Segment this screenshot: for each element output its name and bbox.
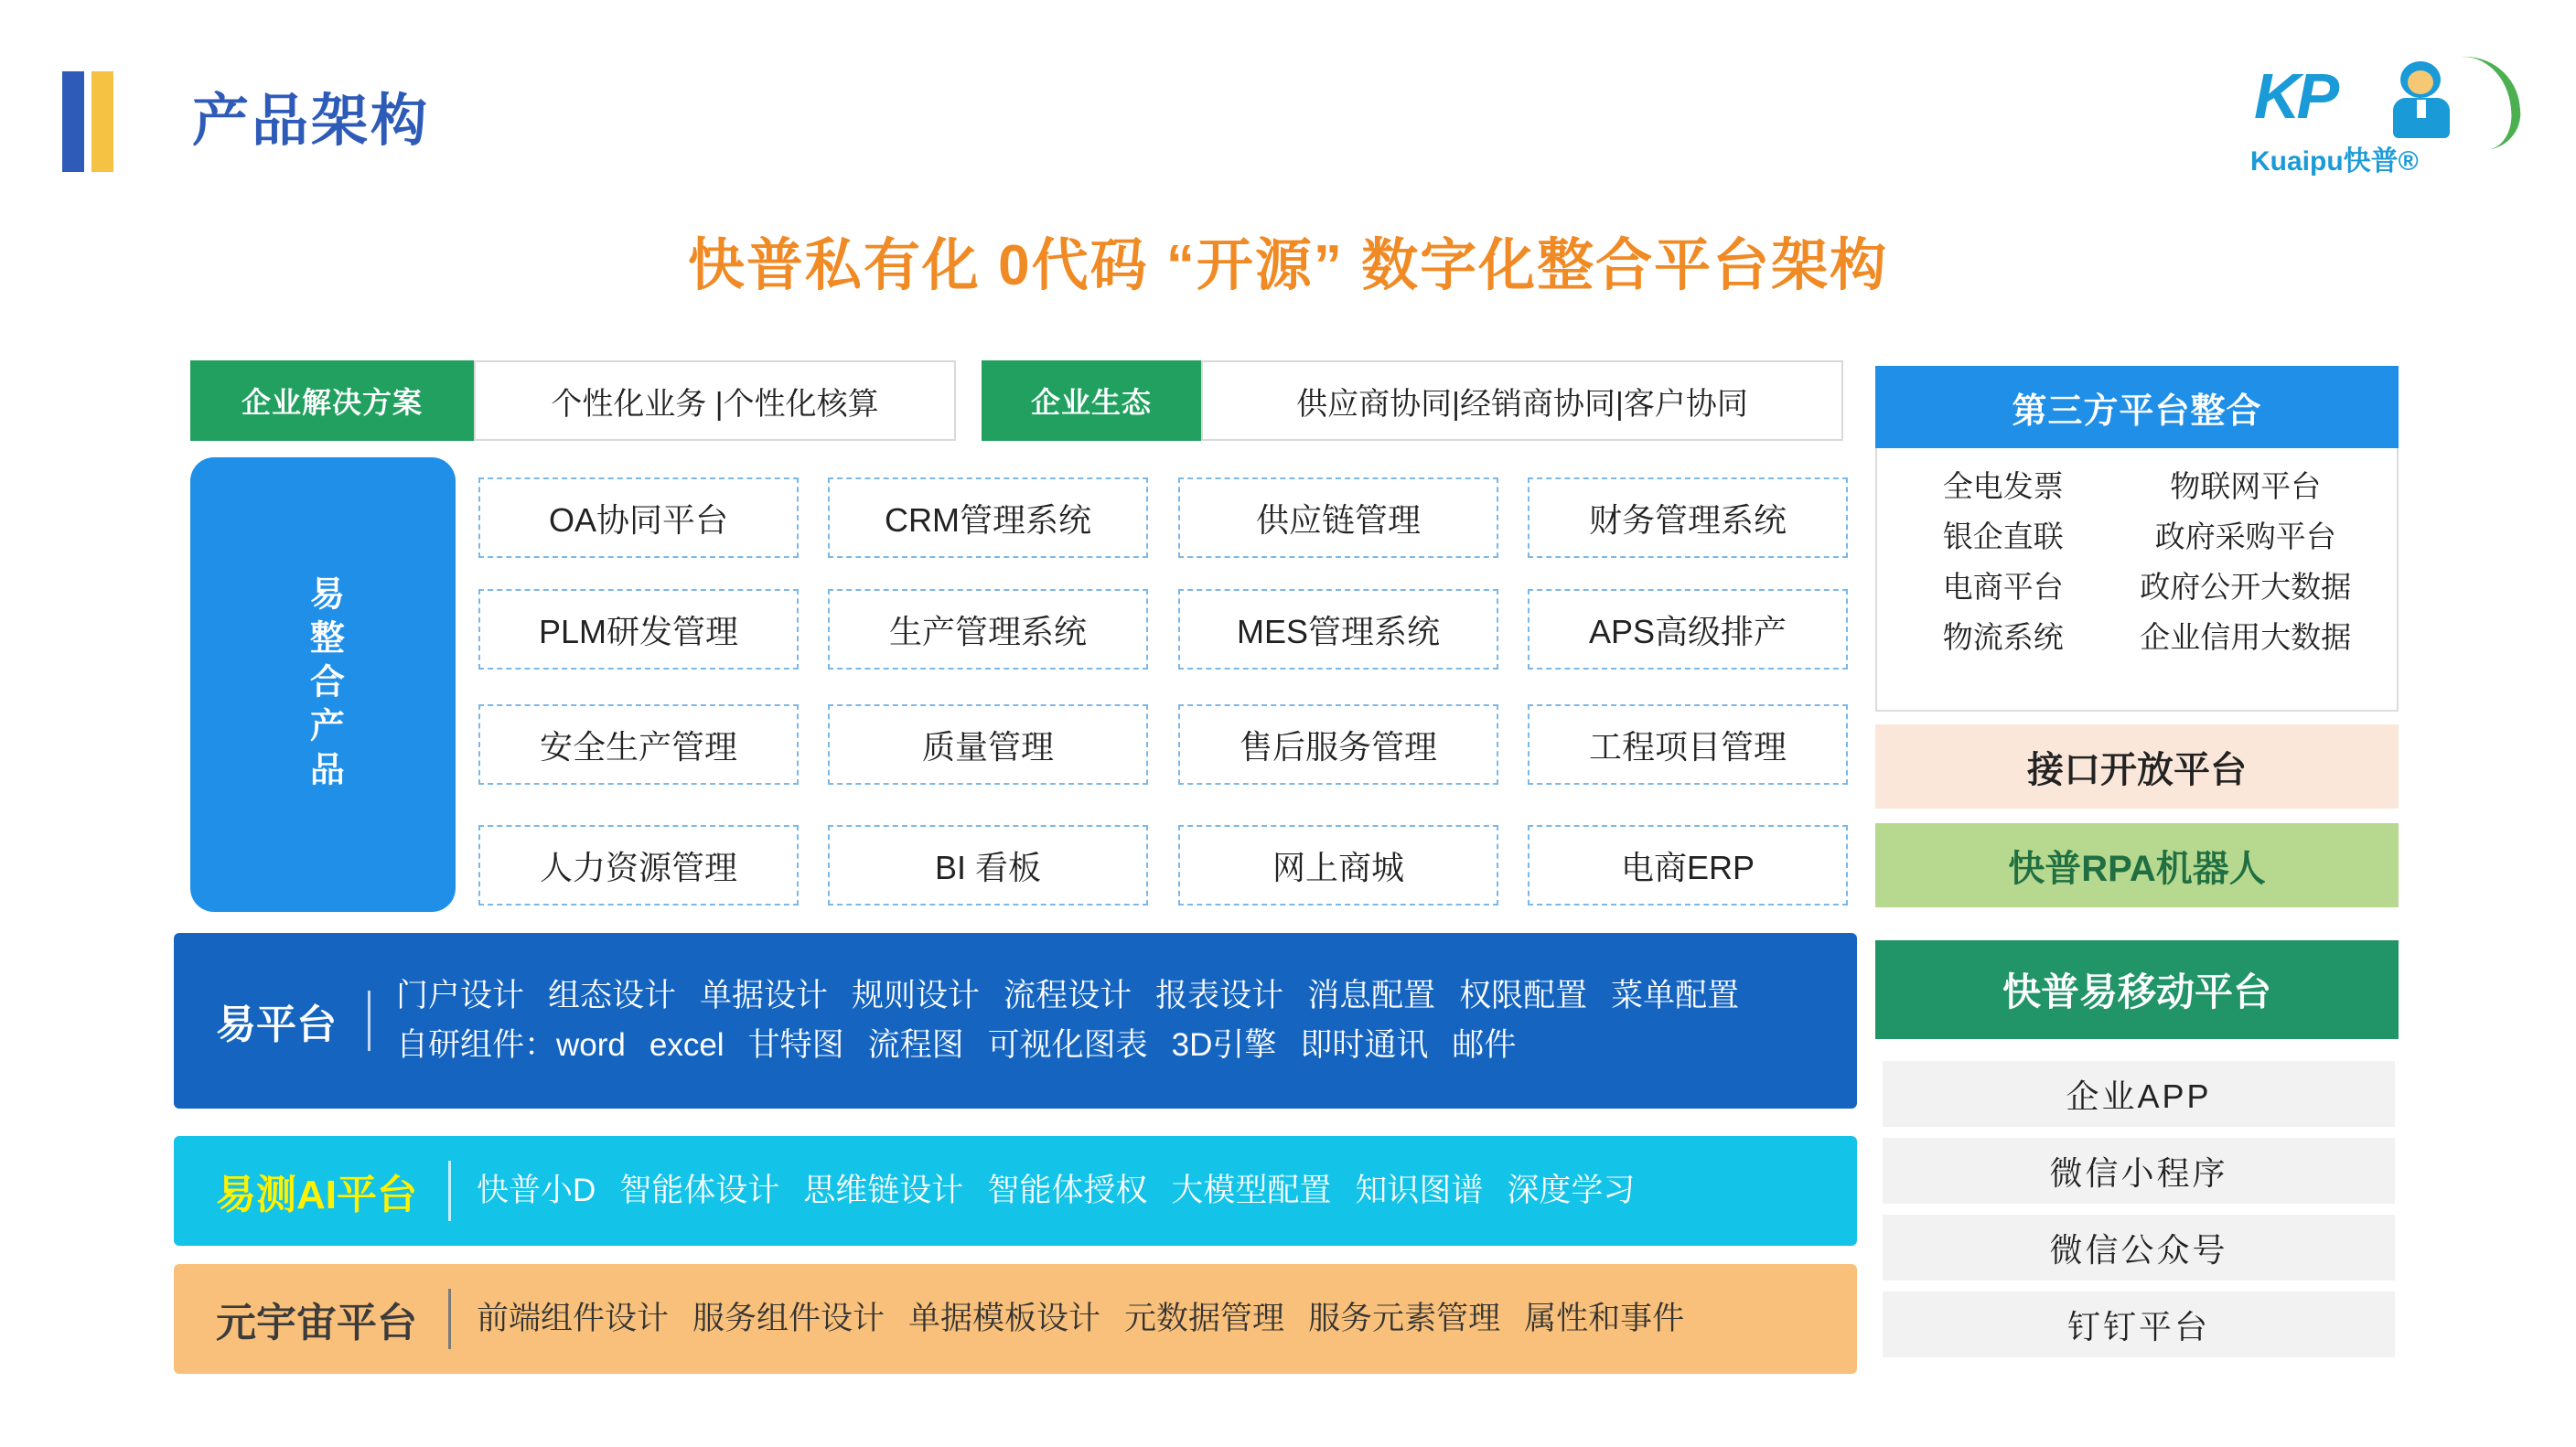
logo-brand-en: Kuaipu [2250, 146, 2344, 177]
yi-platform-line-1 [396, 971, 1763, 1021]
product-cell[interactable]: PLM研发管理 [478, 589, 799, 670]
page-title: 产品架构 [192, 90, 431, 153]
yi-item: 流程设计 [1004, 977, 1132, 1013]
accent-bars [62, 71, 113, 172]
accent-bar-blue [62, 71, 84, 172]
mascot-icon [2384, 58, 2466, 138]
metaverse-item: 属性和事件 [1524, 1300, 1685, 1336]
product-cell[interactable]: MES管理系统 [1178, 589, 1498, 670]
divider [368, 991, 370, 1051]
ai-item: 大模型配置 [1171, 1172, 1332, 1208]
accent-bar-yellow [91, 71, 113, 172]
third-party-item: 电商平台 [1942, 570, 2064, 604]
solution-value: 个性化业务 |个性化核算 [474, 360, 956, 441]
product-cell[interactable]: OA协同平台 [478, 477, 799, 558]
metaverse-platform-line-1 [477, 1294, 1708, 1344]
logo-swoosh-icon [2458, 51, 2525, 152]
yi-item: 流程图 [867, 1027, 964, 1063]
solution-label: 企业解决方案 [190, 360, 474, 441]
yi-item: 菜单配置 [1611, 977, 1740, 1013]
mobile-platform-item[interactable]: 企业APP [1883, 1061, 2395, 1127]
ai-item: 知识图谱 [1355, 1172, 1484, 1208]
ai-platform-row [174, 1136, 1857, 1246]
product-cell[interactable]: 质量管理 [828, 704, 1148, 785]
yi-item: 甘特图 [747, 1027, 844, 1063]
logo-brand-cn: 快普® [2343, 146, 2419, 177]
third-party-item: 全电发票 [1942, 469, 2064, 503]
third-party-item: 物流系统 [1942, 620, 2064, 654]
yi-item: 消息配置 [1307, 977, 1436, 1013]
yi-item: 规则设计 [852, 977, 981, 1013]
divider [448, 1289, 451, 1349]
third-party-item: 企业信用大数据 [2140, 620, 2352, 654]
third-party-item: 政府公开大数据 [2140, 570, 2352, 604]
yi-item: 门户设计 [396, 977, 525, 1013]
yi-item: 即时通讯 [1300, 1027, 1429, 1063]
mascot-tie [2417, 100, 2426, 118]
ai-item: 智能体授权 [987, 1172, 1148, 1208]
metaverse-platform-row [174, 1264, 1857, 1374]
yi-item: 报表设计 [1155, 977, 1284, 1013]
yi-item: excel [649, 1027, 724, 1063]
api-open-platform[interactable]: 接口开放平台 [1875, 724, 2399, 809]
yi-item: 3D引擎 [1171, 1027, 1277, 1063]
metaverse-item: 服务组件设计 [692, 1300, 886, 1336]
integration-products-label-text: 易整合产品 [304, 574, 343, 795]
mobile-platform-item[interactable]: 微信小程序 [1883, 1138, 2395, 1204]
mobile-platform-item[interactable]: 微信公众号 [1883, 1215, 2395, 1281]
logo-kp-text: KP [2254, 60, 2336, 132]
mascot-face [2408, 70, 2433, 94]
ai-platform-line-1 [477, 1166, 1658, 1216]
ai-item: 智能体设计 [619, 1172, 780, 1208]
metaverse-item: 前端组件设计 [477, 1300, 670, 1336]
product-cell[interactable]: CRM管理系统 [828, 477, 1148, 558]
metaverse-item: 单据模板设计 [908, 1300, 1101, 1336]
product-cell[interactable]: 网上商城 [1178, 825, 1498, 906]
yi-item: 自研组件：word [396, 1027, 626, 1063]
ai-platform-items [477, 1166, 1658, 1216]
product-cell[interactable]: 售后服务管理 [1178, 704, 1498, 785]
product-cell[interactable]: 人力资源管理 [478, 825, 799, 906]
architecture-title: 快普私有化 0代码 “开源” 数字化整合平台架构 [687, 234, 1889, 297]
product-cell[interactable]: 安全生产管理 [478, 704, 799, 785]
yi-platform-name: 易平台 [216, 1002, 337, 1047]
yi-platform-row [174, 933, 1857, 1109]
third-party-item: 物联网平台 [2170, 469, 2322, 503]
ai-platform-name: 易测AI平台 [216, 1173, 417, 1217]
yi-platform-items [396, 971, 1763, 1071]
ai-item: 思维链设计 [803, 1172, 964, 1208]
metaverse-platform-name: 元宇宙平台 [216, 1301, 417, 1345]
product-cell[interactable]: 供应链管理 [1178, 477, 1498, 558]
integration-products-label [190, 457, 456, 912]
ai-item: 快普小D [477, 1172, 596, 1208]
yi-item: 组态设计 [548, 977, 677, 1013]
ecosystem-value: 供应商协同|经销商协同|客户协同 [1201, 360, 1843, 441]
product-cell[interactable]: APS高级排产 [1528, 589, 1848, 670]
metaverse-platform-items [477, 1294, 1708, 1344]
yi-item: 单据设计 [700, 977, 829, 1013]
divider [448, 1161, 451, 1221]
third-party-item: 政府采购平台 [2154, 520, 2336, 553]
yi-platform-line-2 [396, 1021, 1763, 1070]
ecosystem-label: 企业生态 [982, 360, 1201, 441]
yi-item: 权限配置 [1459, 977, 1588, 1013]
mobile-platform-title: 快普易移动平台 [1875, 940, 2399, 1039]
metaverse-item: 服务元素管理 [1308, 1300, 1501, 1336]
logo-brand-text [2250, 138, 2419, 178]
third-party-title: 第三方平台整合 [1875, 366, 2399, 448]
third-party-item: 银企直联 [1942, 520, 2064, 553]
third-party-list [1875, 448, 2399, 712]
company-logo [2247, 50, 2521, 178]
ai-item: 深度学习 [1507, 1172, 1636, 1208]
product-cell[interactable]: 工程项目管理 [1528, 704, 1848, 785]
product-cell[interactable]: BI 看板 [828, 825, 1148, 906]
product-cell[interactable]: 生产管理系统 [828, 589, 1148, 670]
rpa-robot[interactable]: 快普RPA机器人 [1875, 823, 2399, 907]
product-cell[interactable]: 电商ERP [1528, 825, 1848, 906]
mobile-platform-item[interactable]: 钉钉平台 [1883, 1292, 2395, 1357]
yi-item: 邮件 [1452, 1027, 1517, 1063]
metaverse-item: 元数据管理 [1124, 1300, 1285, 1336]
yi-item: 可视化图表 [987, 1027, 1148, 1063]
slide-header [0, 0, 2576, 197]
product-cell[interactable]: 财务管理系统 [1528, 477, 1848, 558]
